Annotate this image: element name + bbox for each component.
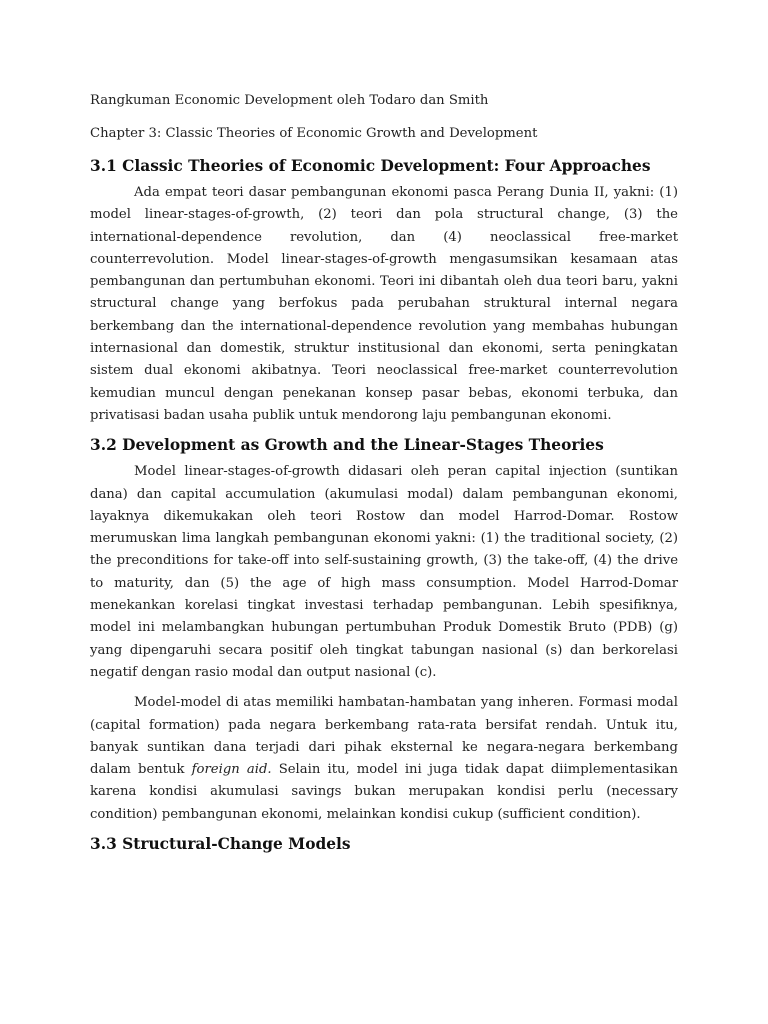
document-page xyxy=(90,92,678,860)
section-heading: 3.1 Classic Theories of Economic Development: Four Approaches xyxy=(90,157,651,175)
paragraph-text-before: Model-model di atas memiliki hambatan-hambatan yang inheren. Formasi modal (capital formation) pada negara berkembang rata-rata bersifat rendah. Untuk itu, banyak suntikan dana terjadi dari pihak eksternal ke negara-negara berkembang dalam bentuk xyxy=(90,695,678,778)
section-heading: 3.2 Development as Growth and the Linear-Stages Theories xyxy=(90,436,604,455)
paragraph-text-after: Selain itu, model ini juga tidak dapat diimplementasikan karena kondisi akumulasi savings bukan merupakan kondisi perlu (necessary condition) pembangunan ekonomi, melainkan kondisi cukup (sufficient condition). xyxy=(90,762,679,822)
document-header-line: Rangkuman Economic Development oleh Todaro dan Smith xyxy=(90,93,489,108)
section-paragraph xyxy=(90,692,678,826)
section-3-1 xyxy=(90,156,678,427)
section-3-2 xyxy=(90,435,678,826)
paragraph-italic-term: foreign aid. xyxy=(191,762,272,778)
section-3-3 xyxy=(90,834,678,854)
section-paragraph: Model linear-stages-of-growth didasari oleh peran capital injection (suntikan dana) dan capital accumulation (akumulasi modal) dalam pembangunan ekonomi, layaknya dikemukakan oleh teori Rostow dan model Harrod-Domar. Rostow merumuskan lima langkah pembangunan ekonomi yakni: (1) the traditional society, (2) the preconditions for take-off into self-sustaining growth, (3) the take-off, (4) the drive to maturity, dan (5) the age of high mass consumption. Model Harrod-Domar menekankan korelasi tingkat investasi terhadap pembangunan. Lebih spesifiknya, model ini melambangkan hubungan pertumbuhan Produk Domestik Bruto (PDB) (g) yang dipengaruhi secara positif oleh tingkat tabungan nasional (s) dan berkorelasi negatif dengan rasio modal dan output nasional (c). xyxy=(90,464,678,680)
section-paragraph: Ada empat teori dasar pembangunan ekonomi pasca Perang Dunia II, yakni: (1) model linear-stages-of-growth, (2) teori dan pola structural change, (3) the international-dependence revolution, dan (4) neoclassical free-market counterrevolution. Model linear-stages-of-growth mengasumsikan kesamaan atas pembangunan dan pertumbuhan ekonomi. Teori ini dibantah oleh dua teori baru, yakni structural change yang berfokus pada perubahan struktural internal negara berkembang dan the international-dependence revolution yang membahas hubungan internasional dan domestik, struktur institusional dan ekonomi, serta peningkatan sistem dual ekonomi akibatnya. Teori neoclassical free-market counterrevolution kemudian muncul dengan penekanan konsep pasar bebas, ekonomi terbuka, dan privatisasi badan usaha publik untuk mendorong laju pembangunan ekonomi. xyxy=(90,185,678,423)
chapter-title: Chapter 3: Classic Theories of Economic Growth and Development xyxy=(90,126,538,141)
section-heading: 3.3 Structural-Change Models xyxy=(90,835,351,854)
